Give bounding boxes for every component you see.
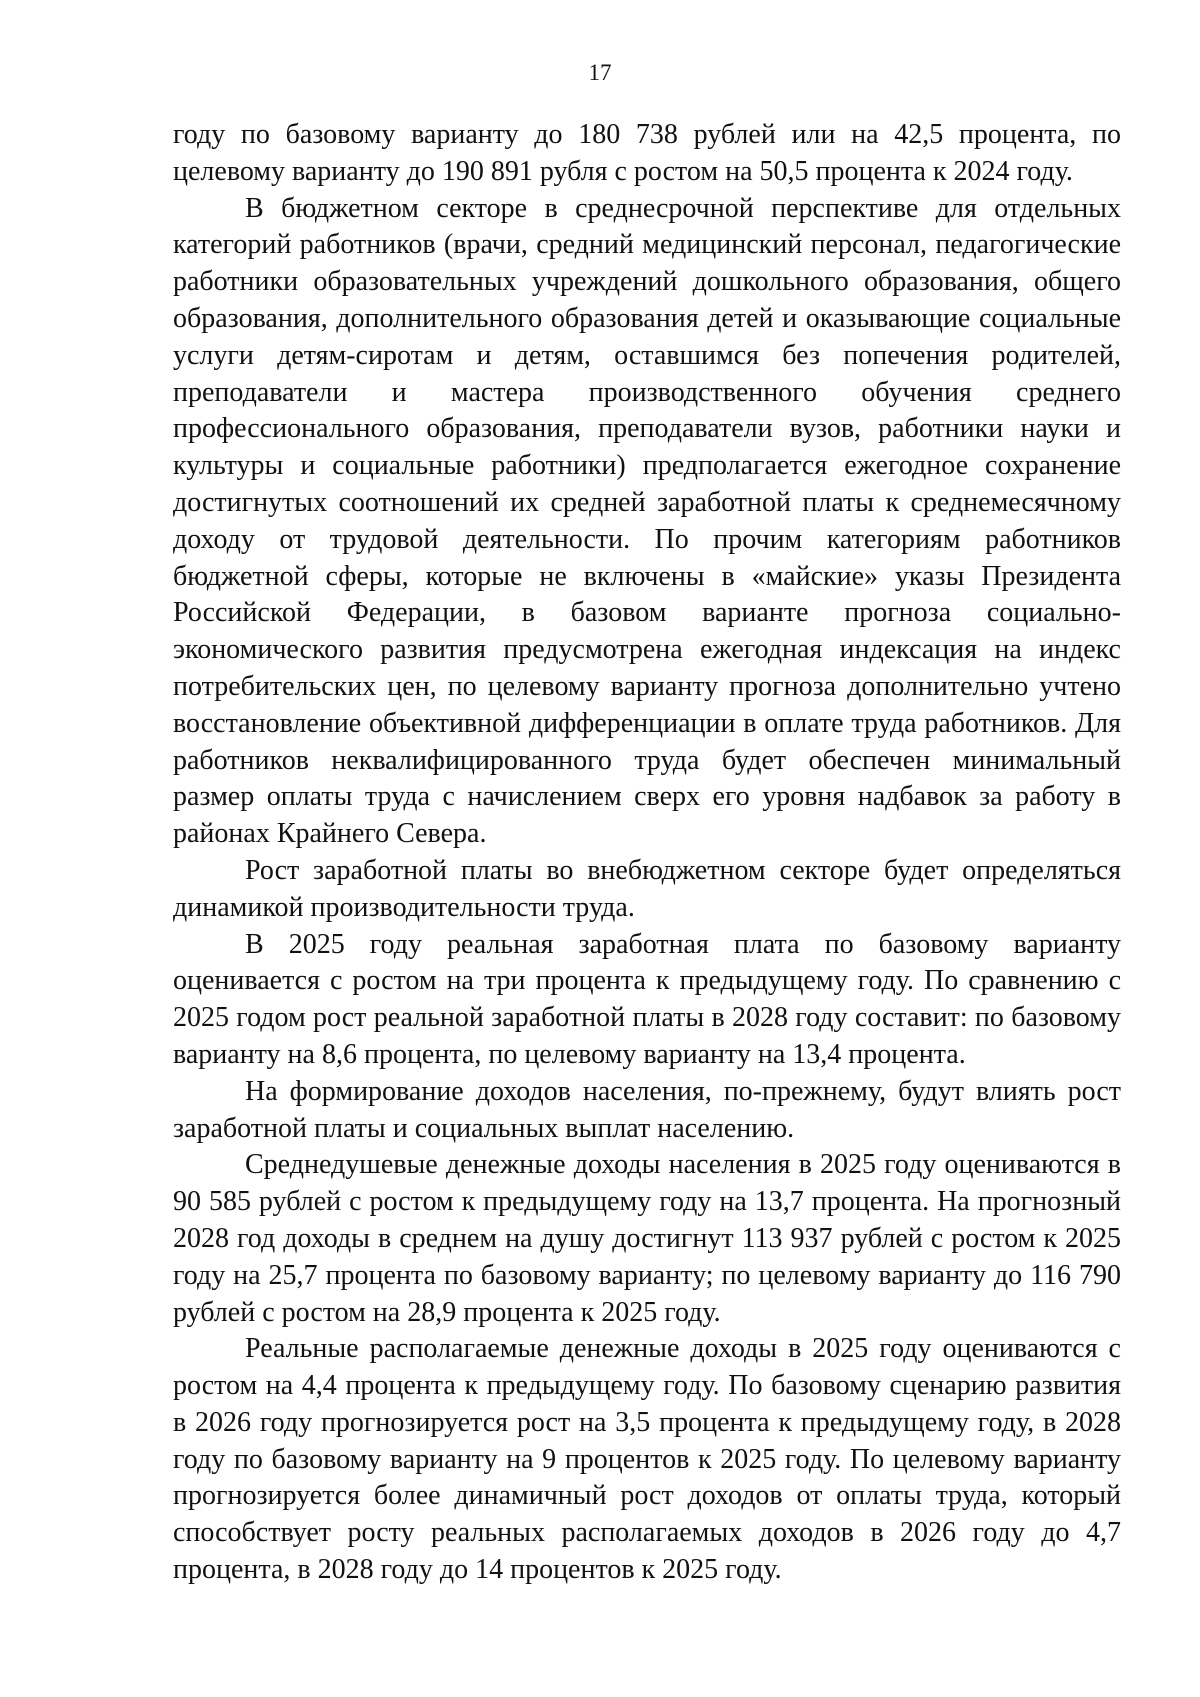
paragraph-continuation: году по базовому варианту до 180 738 рублей или на 42,5 процента, по целевому варианту до 190 891 рубля с ростом на 50,5 процента к 2024 году. xyxy=(173,119,1121,187)
paragraph-per-capita-income: Среднедушевые денежные доходы населения в 2025 году оцениваются в 90 585 рублей с ростом к предыдущему году на 13,7 процента. На прогнозный 2028 год доходы в среднем на душу достигнут 113 937 рублей с ростом к 2025 году на 25,7 процента по базовому варианту; по целевому варианту до 116 790 рублей с ростом на 28,9 процента к 2025 году. xyxy=(173,1149,1121,1328)
paragraph-extra-budget-sector: Рост заработной платы во внебюджетном секторе будет определяться динамикой производительности труда. xyxy=(173,854,1121,923)
paragraph-income-formation: На формирование доходов населения, по-прежнему, будут влиять рост заработной платы и социальных выплат населению. xyxy=(173,1075,1121,1144)
document-body xyxy=(173,117,1121,1589)
paragraph-budget-sector: В бюджетном секторе в среднесрочной перспективе для отдельных категорий работников (врачи, средний медицинский персонал, педагогические работники образовательных учреждений дошкольного образования, общего образования, дополнительного образования детей и оказывающие социальные услуги детям-сиротам и детям, оставшимся без попечения родителей, преподаватели и мастера производственного обучения среднего профессионального образования, преподаватели вузов, работники науки и культуры и социальные работники) предполагается ежегодное сохранение достигнутых соотношений их средней заработной платы к среднемесячному доходу от трудовой деятельности. По прочим категориям работников бюджетной сферы, которые не включены в «майские» указы Президента Российской Федерации, в базовом варианте прогноза социально-экономического развития предусмотрена ежегодная индексация на индекс потребительских цен, по целевому варианту прогноза дополнительно учтено восстановление объективной дифференциации в оплате труда работников. Для работников неквалифицированного труда будет обеспечен минимальный размер оплаты труда с начислением сверх его уровня надбавок за работу в районах Крайнего Севера. xyxy=(173,192,1121,850)
paragraph-real-wages: В 2025 году реальная заработная плата по базовому варианту оценивается с ростом на три процента к предыдущему году. По сравнению с 2025 годом рост реальной заработной платы в 2028 году составит: по базовому варианту на 8,6 процента, по целевому варианту на 13,4 процента. xyxy=(173,928,1121,1070)
page-number: 17 xyxy=(588,60,612,85)
paragraph-real-disposable-income: Реальные располагаемые денежные доходы в 2025 году оцениваются с ростом на 4,4 процента к предыдущему году. По базовому сценарию развития в 2026 году прогнозируется рост на 3,5 процента к предыдущему году, в 2028 году по базовому варианту на 9 процентов к 2025 году. По целевому варианту прогнозируется более динамичный рост доходов от оплаты труда, который способствует росту реальных располагаемых доходов в 2026 году до 4,7 процента, в 2028 году до 14 процентов к 2025 году. xyxy=(173,1333,1121,1586)
